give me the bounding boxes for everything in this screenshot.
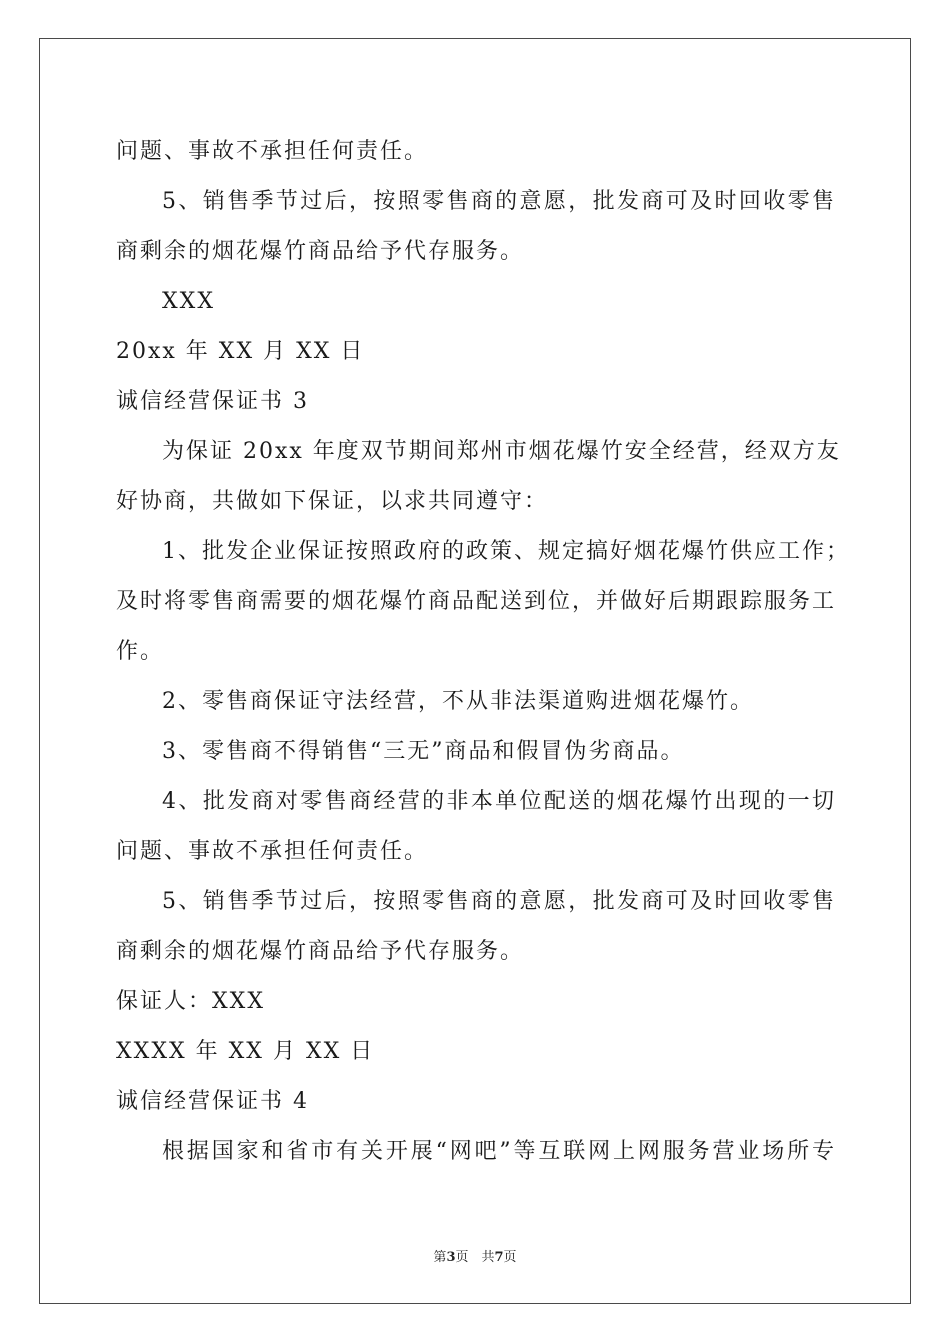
text-line: XXX <box>162 289 215 314</box>
text-line: XXXX 年 XX 月 XX 日 <box>116 1039 375 1064</box>
footer-total-pages: 7 <box>494 1250 504 1265</box>
text-line: 4、批发商对零售商经营的非本单位配送的烟花爆竹出现的一切 <box>162 789 836 814</box>
text-line: 根据国家和省市有关开展“网吧”等互联网上网服务营业场所专 <box>162 1139 836 1164</box>
text-line: 为保证 20xx 年度双节期间郑州市烟花爆竹安全经营，经双方友 <box>162 439 841 464</box>
text-line: 商剩余的烟花爆竹商品给予代存服务。 <box>116 239 525 264</box>
text-line: 问题、事故不承担任何责任。 <box>116 839 429 864</box>
text-line: 2、零售商保证守法经营，不从非法渠道购进烟花爆竹。 <box>162 689 754 714</box>
text-line: 5、销售季节过后，按照零售商的意愿，批发商可及时回收零售 <box>162 189 836 214</box>
footer-prefix: 第 <box>433 1250 447 1265</box>
page-footer <box>0 1246 950 1265</box>
text-line: 5、销售季节过后，按照零售商的意愿，批发商可及时回收零售 <box>162 889 836 914</box>
text-line: 问题、事故不承担任何责任。 <box>116 139 429 164</box>
text-line: 3、零售商不得销售“三无”商品和假冒伪劣商品。 <box>162 739 685 764</box>
text-line: 作。 <box>116 639 165 664</box>
footer-middle: 页 共 <box>455 1250 495 1265</box>
text-line: 1、批发企业保证按照政府的政策、规定搞好烟花爆竹供应工作； <box>162 539 850 564</box>
footer-suffix: 页 <box>503 1250 517 1265</box>
text-line: 诚信经营保证书 3 <box>116 389 309 414</box>
text-line: 好协商，共做如下保证，以求共同遵守： <box>116 489 549 514</box>
text-line: 20xx 年 XX 月 XX 日 <box>116 339 365 364</box>
text-line: 及时将零售商需要的烟花爆竹商品配送到位，并做好后期跟踪服务工 <box>116 589 837 614</box>
document-body <box>116 127 850 1177</box>
text-line: 保证人：XXX <box>116 989 265 1014</box>
text-line: 诚信经营保证书 4 <box>116 1089 309 1114</box>
text-line: 商剩余的烟花爆竹商品给予代存服务。 <box>116 939 525 964</box>
footer-page-number: 3 <box>446 1250 456 1265</box>
